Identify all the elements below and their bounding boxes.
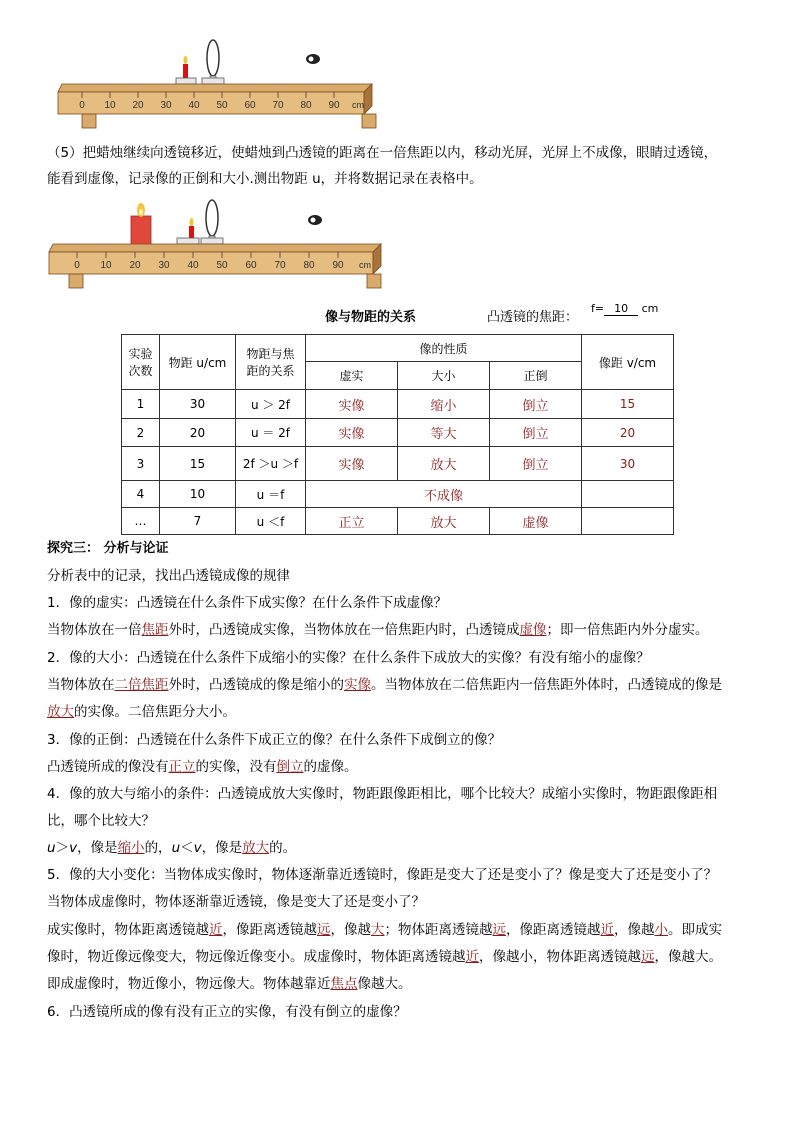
focal-number: 10 [604, 302, 638, 316]
table-title: 像与物距的关系 [325, 310, 417, 325]
candle-icon [176, 56, 196, 84]
tick-70: 70 [274, 260, 286, 271]
answer-2-line1: 当物体放在二倍焦距外时，凸透镜成的像是缩小的实像。当物体放在二倍焦距内一倍焦距外体时，凸透镜成的像是 [47, 677, 722, 693]
answer-4: u＞v，像是缩小的，u＜v，像是放大的。 [47, 840, 297, 856]
tick-10: 10 [104, 100, 116, 111]
eye-icon [306, 54, 320, 64]
answer-5-line1: 成实像时，物体距离透镜越近，像距离透镜越远，像越大；物体距离透镜越远，像距离透镜越近，像越小。即成实 [47, 922, 722, 938]
question-4-line1: 4．像的放大与缩小的条件：凸透镜成放大实像时，物距跟像距相比，哪个比较大？成缩小实像时，物距跟像距相 [47, 786, 718, 802]
table-row: 2 20 u ＝ 2f 实像 等大 倒立 20 [122, 419, 674, 447]
candle-icon [177, 218, 199, 244]
tick-50: 50 [216, 100, 228, 111]
answer-2-line2: 放大的实像。二倍焦距分大小。 [47, 704, 236, 720]
tick-70: 70 [272, 100, 284, 111]
tick-40: 40 [187, 260, 199, 271]
tick-30: 30 [160, 100, 172, 111]
table-row: 3 15 2f ＞u ＞f 实像 放大 倒立 30 [122, 447, 674, 481]
header-relation: 物距与焦 距的关系 [236, 335, 306, 390]
question-4-line2: 比，哪个比较大？ [47, 813, 155, 829]
answer-3: 凸透镜所成的像没有正立的实像，没有倒立的虚像。 [47, 759, 358, 775]
optical-bench-1 [56, 38, 382, 132]
unit-cm: cm [352, 100, 364, 110]
table-row: 4 10 u ＝f 不成像 [122, 481, 674, 508]
question-6: 6．凸透镜所成的像有没有正立的实像，有没有倒立的虚像？ [47, 1004, 407, 1020]
table-row: … 7 u ＜f 正立 放大 虚像 [122, 508, 674, 535]
tick-20: 20 [129, 260, 141, 271]
header-size: 大小 [398, 362, 490, 390]
step5-line2: 能看到虚像，记录像的正倒和大小.测出物距 u，并将数据记录在表格中。 [47, 171, 483, 187]
tick-80: 80 [303, 260, 315, 271]
answer-1: 当物体放在一倍焦距外时，凸透镜成实像，当物体放在一倍焦距内时，凸透镜成虚像；即一倍焦距内外分虚实。 [47, 622, 709, 638]
focal-label: 凸透镜的焦距： [487, 310, 579, 325]
answer-5-line3: 即成虚像时，物近像小，物远像大。物体越靠近焦点像越大。 [47, 976, 412, 992]
tick-80: 80 [300, 100, 312, 111]
tick-20: 20 [132, 100, 144, 111]
question-2: 2．像的大小：凸透镜在什么条件下成缩小的实像？在什么条件下成放大的实像？有没有缩小的虚像？ [47, 650, 650, 666]
tick-0: 0 [74, 260, 80, 271]
data-table [121, 334, 674, 535]
tick-90: 90 [328, 100, 340, 111]
lens-icon [202, 40, 224, 84]
header-image-nature: 像的性质 [306, 335, 582, 362]
question-3: 3．像的正倒：凸透镜在什么条件下成正立的像？在什么条件下成倒立的像？ [47, 732, 502, 748]
header-trial: 实验 次数 [122, 335, 160, 390]
big-candle-icon [131, 203, 151, 246]
step5-line1: （5）把蜡烛继续向透镜移近，使蜡烛到凸透镜的距离在一倍焦距以内，移动光屏，光屏上不成像，眼睛过透镜， [47, 145, 718, 161]
focal-f: f= [591, 302, 605, 315]
tick-60: 60 [245, 260, 257, 271]
focal-unit: cm [641, 302, 659, 315]
section3-title: 探究三： 分析与论证 [47, 541, 169, 556]
tick-10: 10 [100, 260, 112, 271]
intro-text: 分析表中的记录，找出凸透镜成像的规律 [47, 568, 290, 584]
optical-bench-2 [47, 196, 387, 292]
table-row: 1 30 u ＞ 2f 实像 缩小 倒立 15 [122, 390, 674, 419]
question-5-line1: 5．像的大小变化：当物体成实像时，物体逐渐靠近透镜时，像距是变大了还是变小了？像是变大了还是变小了？ [47, 867, 718, 883]
header-orientation: 正倒 [490, 362, 582, 390]
header-image-distance: 像距 v/cm [582, 335, 674, 390]
tick-0: 0 [79, 100, 85, 111]
question-1: 1．像的虚实：凸透镜在什么条件下成实像？在什么条件下成虚像？ [47, 595, 448, 611]
question-5-line2: 当物体成虚像时，物体逐渐靠近透镜，像是变大了还是变小了？ [47, 894, 425, 910]
eye-icon [308, 215, 322, 225]
tick-90: 90 [332, 260, 344, 271]
lens-icon [201, 200, 223, 244]
tick-30: 30 [158, 260, 170, 271]
unit-cm: cm [359, 260, 371, 270]
tick-50: 50 [216, 260, 228, 271]
tick-60: 60 [244, 100, 256, 111]
header-real-virtual: 虚实 [306, 362, 398, 390]
tick-40: 40 [188, 100, 200, 111]
answer-5-line2: 像时，物近像远像变大，物远像近像变小。成虚像时，物体距离透镜越近，像越小，物体距离透镜越远，像越大。 [47, 949, 722, 965]
focal-value [591, 302, 658, 316]
header-object-distance: 物距 u/cm [160, 335, 236, 390]
